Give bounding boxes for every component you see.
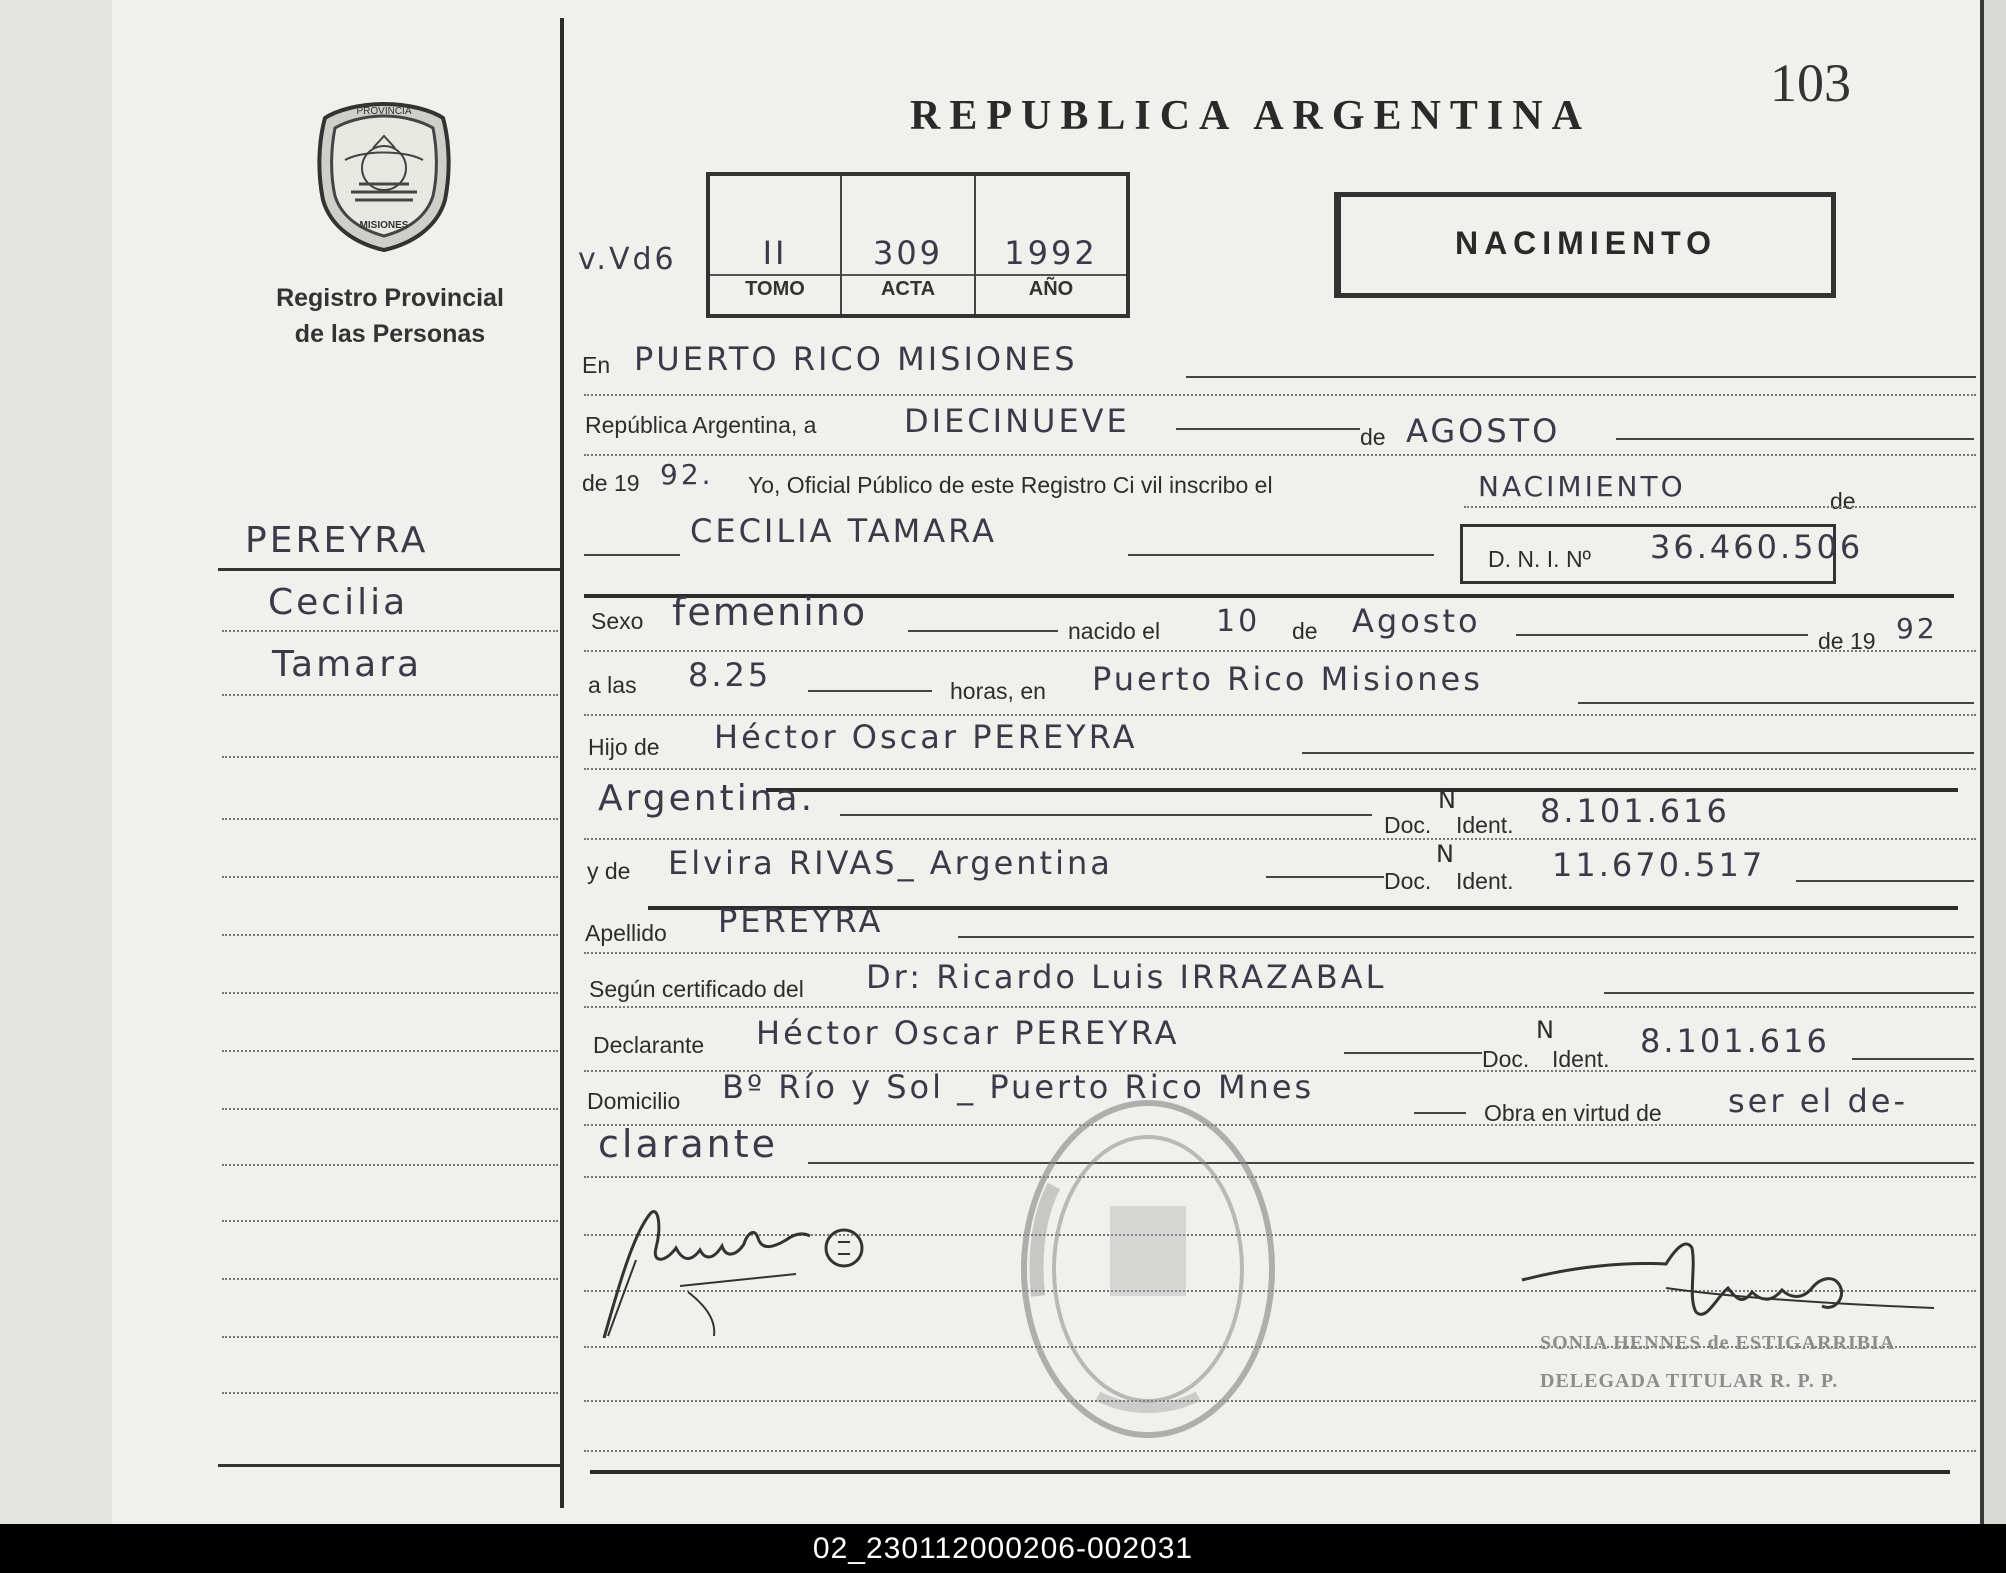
- doc-label-1: Doc.: [1384, 812, 1432, 838]
- fill-line: [1302, 752, 1974, 754]
- vide-annotation: v.Vd6: [578, 242, 677, 277]
- fill-line: [584, 554, 680, 556]
- dotted-line: [584, 1006, 1976, 1008]
- stub-given-name-1: Cecilia: [268, 582, 409, 623]
- month-written: AGOSTO: [1406, 412, 1561, 450]
- nacido-label: nacido el: [1068, 618, 1161, 644]
- fill-line: [908, 630, 1058, 632]
- apellido-label: Apellido: [585, 920, 667, 946]
- dotted-line: [584, 1176, 1976, 1178]
- day-written: DIECINUEVE: [904, 402, 1130, 440]
- page-backing: [0, 0, 112, 1524]
- domicilio-value: Bº Río y Sol _ Puerto Rico Mnes: [722, 1068, 1315, 1106]
- doc-n-mark-2: N: [1436, 840, 1454, 868]
- apellido-value: PEREYRA: [718, 902, 884, 940]
- fill-line: [1414, 1112, 1466, 1114]
- anio-value: 1992: [976, 234, 1126, 276]
- fill-line: [808, 690, 932, 692]
- crest-bottom-text: MISIONES: [359, 220, 409, 231]
- obra-value-continued: clarante: [598, 1122, 779, 1166]
- country-title: REPUBLICA ARGENTINA: [910, 93, 1591, 139]
- mother-document: 11.670.517: [1552, 846, 1766, 884]
- father-name: Héctor Oscar PEREYRA: [714, 718, 1138, 756]
- doc-label-3: Doc.: [1482, 1046, 1530, 1072]
- tomo-acta-anio-box: [706, 172, 1130, 318]
- stub-divider: [560, 18, 564, 1508]
- section-divider: [766, 788, 1958, 792]
- year-value: 92.: [660, 458, 714, 491]
- acta-label: ACTA: [880, 278, 936, 300]
- certifier-name: Dr: Ricardo Luis IRRAZABAL: [866, 958, 1387, 996]
- declarante-label: Declarante: [593, 1032, 705, 1058]
- page-number: 103: [1770, 53, 1851, 113]
- person-name: CECILIA TAMARA: [690, 512, 997, 550]
- oficial-text: Yo, Oficial Público de este Registro Ci vil inscribo el: [748, 472, 1273, 498]
- segun-label: Según certificado del: [589, 976, 804, 1002]
- acta-value: 309: [842, 234, 974, 276]
- dotted-line: [584, 768, 1976, 770]
- doc-n-mark-3: N: [1536, 1016, 1554, 1044]
- stub-line: [222, 1164, 558, 1166]
- fill-line: [1578, 702, 1974, 704]
- record-type: NACIMIENTO: [1454, 225, 1718, 261]
- stub-line: [222, 818, 558, 820]
- delegate-signature: [1516, 1228, 1946, 1338]
- tomo-value: II: [710, 234, 840, 276]
- mother-name: Elvira RIVAS_ Argentina: [668, 844, 1113, 882]
- alas-label: a las: [588, 672, 637, 698]
- father-document: 8.101.616: [1540, 792, 1730, 830]
- domicilio-label: Domicilio: [587, 1088, 681, 1114]
- fill-line: [1616, 438, 1974, 440]
- dotted-line: [584, 952, 1976, 954]
- dotted-line: [584, 394, 1976, 396]
- stub-line: [222, 992, 558, 994]
- stub-line: [222, 876, 558, 878]
- image-id-bar: [0, 1524, 2006, 1573]
- stub-line: [222, 1392, 558, 1394]
- image-id: 02_230112000206-002031: [812, 1532, 1194, 1565]
- fill-line: [1128, 554, 1434, 556]
- stub-given-name-2: Tamara: [272, 644, 423, 685]
- dotted-line: [1464, 506, 1976, 508]
- stub-line: [222, 934, 558, 936]
- stub-line: [222, 1336, 558, 1338]
- officer-signature: [596, 1196, 976, 1346]
- birth-place: Puerto Rico Misiones: [1092, 660, 1483, 698]
- birth-month: Agosto: [1352, 602, 1481, 640]
- fill-line: [1604, 992, 1974, 994]
- crest-top-text: PROVINCIA: [356, 106, 412, 117]
- birth-day: 10: [1216, 604, 1261, 639]
- registry-line-2: de las Personas: [294, 320, 486, 348]
- fill-line: [808, 1162, 1974, 1164]
- fill-line: [1852, 1058, 1974, 1060]
- tomo-cell: [710, 176, 842, 314]
- fill-line: [1516, 634, 1808, 636]
- stub-line: [222, 1108, 558, 1110]
- de-label: de: [1360, 424, 1386, 450]
- doc-n-mark-1: N: [1438, 786, 1456, 814]
- fill-line: [840, 814, 1372, 816]
- stub-line: [222, 630, 558, 632]
- section-divider: [590, 1470, 1950, 1474]
- de-label-2: de: [1830, 488, 1856, 514]
- acta-cell: [842, 176, 976, 314]
- horas-label: horas, en: [950, 678, 1046, 704]
- stub-line: [222, 1278, 558, 1280]
- stub-line: [222, 1050, 558, 1052]
- y-de-label: y de: [587, 858, 631, 884]
- fill-line: [1344, 1052, 1482, 1054]
- delegate-name: SONIA HENNES de ESTIGARRIBIA: [1540, 1332, 1896, 1354]
- official-stamp: [1018, 1096, 1278, 1442]
- stub-rule: [218, 1464, 560, 1467]
- republica-label: República Argentina, a: [585, 412, 817, 438]
- obra-value: ser el de-: [1728, 1082, 1908, 1120]
- doc-label-2: Doc.: [1384, 868, 1432, 894]
- dotted-line: [584, 838, 1976, 840]
- dotted-line: [584, 1400, 1976, 1402]
- anio-cell: [976, 176, 1126, 314]
- dotted-line: [584, 650, 1976, 652]
- fill-line: [1796, 880, 1974, 882]
- stub-line: [222, 756, 558, 758]
- stub-surname: PEREYRA: [245, 520, 429, 561]
- birth-year-prefix: de 19: [1818, 628, 1876, 654]
- sexo-label: Sexo: [591, 608, 644, 634]
- birth-registry-place: PUERTO RICO MISIONES: [634, 340, 1078, 378]
- ident-label-3: Ident.: [1552, 1046, 1610, 1072]
- father-nationality: Argentina.: [598, 778, 816, 819]
- de-label-3: de: [1292, 618, 1318, 644]
- registry-organization: [240, 280, 540, 352]
- en-label: En: [582, 352, 611, 378]
- ident-label-2: Ident.: [1456, 868, 1514, 894]
- declarante-document: 8.101.616: [1640, 1022, 1830, 1060]
- birth-time: 8.25: [688, 656, 772, 694]
- hijo-label: Hijo de: [588, 734, 660, 760]
- tomo-label: TOMO: [745, 278, 805, 300]
- birth-year-value: 92: [1896, 612, 1938, 645]
- province-crest-icon: [313, 100, 455, 252]
- dni-value: 36.460.506: [1650, 528, 1864, 566]
- stub-line: [222, 1220, 558, 1222]
- delegate-title: DELEGADA TITULAR R. P. P.: [1540, 1370, 1839, 1392]
- year-prefix-label: de 19: [582, 470, 640, 496]
- registry-line-1: Registro Provincial: [276, 284, 504, 312]
- anio-label: AÑO: [1028, 278, 1074, 300]
- dotted-line: [584, 1450, 1976, 1452]
- sexo-value: femenino: [672, 590, 868, 634]
- fill-line: [958, 936, 1974, 938]
- stub-line: [222, 694, 558, 696]
- fill-line: [1176, 428, 1360, 430]
- declarante-value: Héctor Oscar PEREYRA: [756, 1014, 1180, 1052]
- record-type-box: [1334, 192, 1836, 298]
- obra-label: Obra en virtud de: [1484, 1100, 1662, 1126]
- fill-line: [1186, 376, 1976, 378]
- act-type: NACIMIENTO: [1478, 470, 1686, 503]
- stub-rule: [218, 568, 560, 571]
- dotted-line: [584, 454, 1976, 456]
- dotted-line: [584, 1124, 1976, 1126]
- fill-line: [1266, 876, 1384, 878]
- ident-label-1: Ident.: [1456, 812, 1514, 838]
- dotted-line: [584, 714, 1976, 716]
- dni-label: D. N. I. Nº: [1488, 546, 1591, 572]
